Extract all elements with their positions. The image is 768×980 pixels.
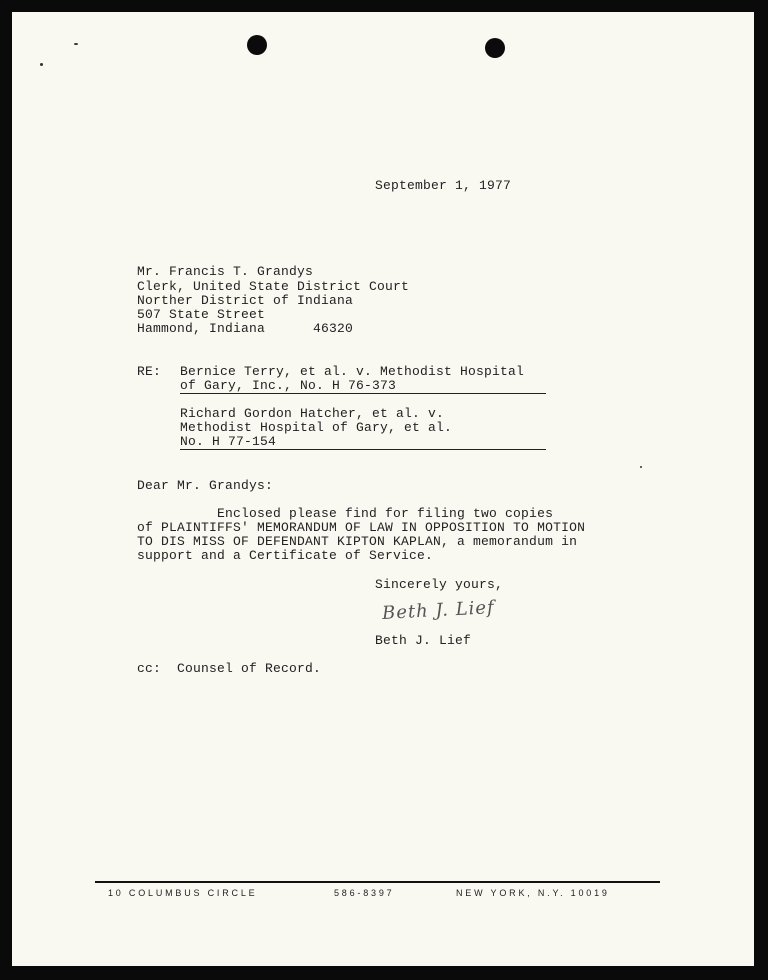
- case2-line: Methodist Hospital of Gary, et al.: [180, 420, 453, 435]
- closing: Sincerely yours,: [375, 577, 504, 592]
- body-line: of PLAINTIFFS' MEMORANDUM OF LAW IN OPPOSITION TO MOTION: [137, 520, 586, 535]
- case2-underline: [180, 449, 546, 450]
- address-line: Norther District of Indiana: [137, 293, 354, 308]
- footer-address: 10 COLUMBUS CIRCLE: [108, 888, 258, 898]
- address-line: 507 State Street: [137, 307, 266, 322]
- body-line: TO DIS MISS OF DEFENDANT KIPTON KAPLAN, a memorandum in: [137, 534, 578, 549]
- re-label: RE:: [137, 364, 162, 379]
- speck: [640, 466, 642, 468]
- punch-hole-left: [247, 35, 267, 55]
- body-line: support and a Certificate of Service.: [137, 548, 434, 563]
- speck: [40, 63, 43, 66]
- address-line: Hammond, Indiana 46320: [137, 321, 354, 336]
- cc-line: cc: Counsel of Record.: [137, 661, 322, 676]
- address-line: Mr. Francis T. Grandys: [137, 264, 314, 279]
- address-line: Clerk, United State District Court: [137, 279, 410, 294]
- case1-underline: [180, 393, 546, 394]
- footer-city: NEW YORK, N.Y. 10019: [456, 888, 610, 898]
- letter-page: [12, 12, 754, 966]
- salutation: Dear Mr. Grandys:: [137, 478, 274, 493]
- footer-rule: [95, 881, 660, 883]
- case2-line: No. H 77-154: [180, 434, 277, 449]
- letter-date: September 1, 1977: [375, 178, 512, 193]
- signer-name: Beth J. Lief: [375, 633, 472, 648]
- handwritten-signature: Beth J. Lief: [381, 597, 496, 624]
- case2-line: Richard Gordon Hatcher, et al. v.: [180, 406, 445, 421]
- body-line: Enclosed please find for filing two copies: [137, 506, 554, 521]
- footer-phone: 586-8397: [334, 888, 395, 898]
- case1-line: of Gary, Inc., No. H 76-373: [180, 378, 397, 393]
- punch-hole-right: [485, 38, 505, 58]
- case1-line: Bernice Terry, et al. v. Methodist Hospital: [180, 364, 525, 379]
- speck: [74, 43, 78, 45]
